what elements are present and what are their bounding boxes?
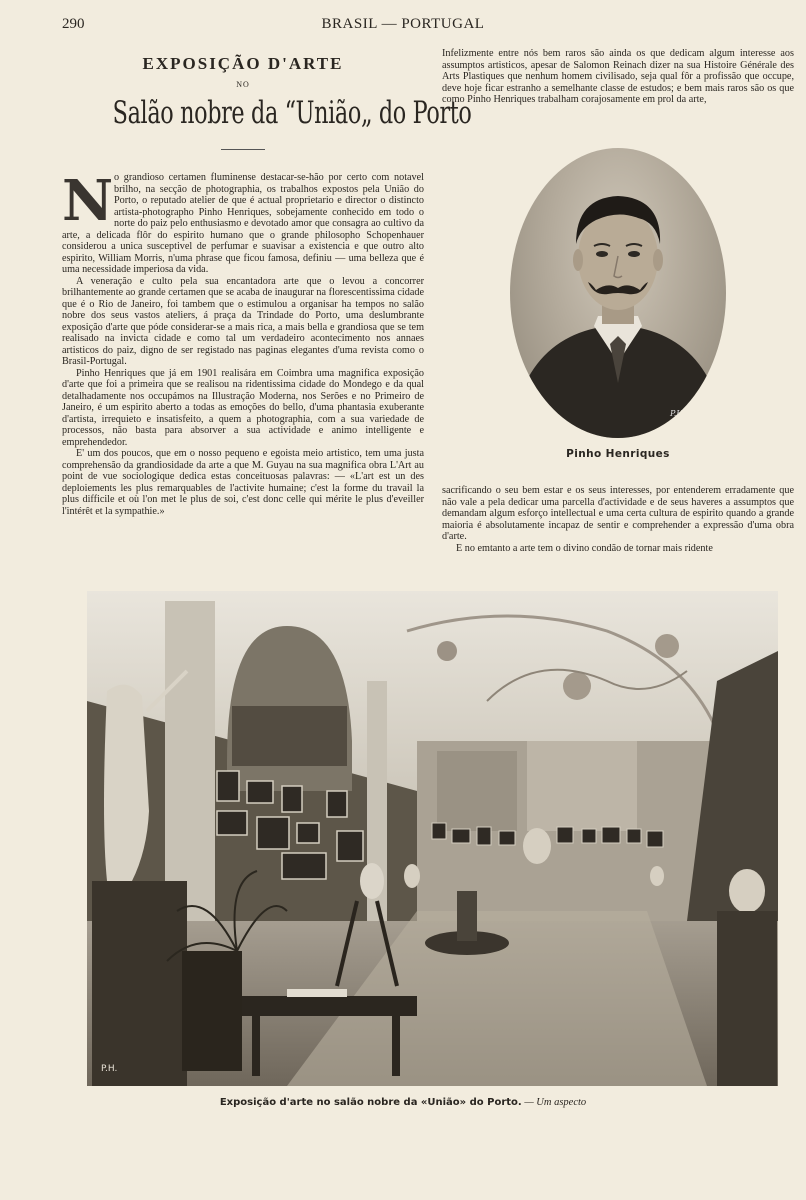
paragraph-1-text: o grandioso certamen fluminense destacar-se-hão por certo com notavel brilho, na secção de photographia, os trabalhos expostos pela União do Porto, o reputado atelier de que é actual proprietario e director o distincto artista-photographo Pinho Henriques, sobejamente conhecido em todo o norte do paiz pelo enthusiasmo e devotado amor que consagra ao cultivo da arte, a delicada flôr do espirito humano que o grande philosopho Schopenhauer considerou a unica susceptivel de perfumar e suavisar a existencia e que outro alto espirito, William Morris, n'uma phrase que ficou famosa, definiu — uma belleza que é uma necessidade imperiosa da vida. <box>62 172 424 275</box>
photo-caption-sub: — Um aspecto <box>524 1097 587 1108</box>
left-body <box>62 168 424 517</box>
photo-caption <box>0 1097 806 1108</box>
portrait-illustration <box>510 148 726 438</box>
paragraph-2: A veneração e culto pela sua encantadora arte que o levou a concorrer brilhantemente ao grande certamen que se acaba de inaugurar na florescentissima cidade que é o Rio de Janeiro, foi tambem que o estimulou a organisar ha tempos no salão nobre dos seus vastos ateliers, á praça da Trindade do Porto, uma deslumbrante exposição d'arte que póde considerar-se a mais rica, a mais bella e grandiosa que se tem realisado na invicta cidade e como tal um verdadeiro acontecimento nos annaes artisticos do paiz, digno de ser registado nas paginas elegantes d'uma revista como o Brasil-Portugal. <box>62 275 424 367</box>
right-column-bottom <box>442 485 794 554</box>
paragraph-1 <box>62 168 424 276</box>
right-paragraph-1: Infelizmente entre nós bem raros são ainda os que dedicam algum interesse aos assumptos artisticos, apesar de Salomon Reinach dizer na sua Histoire Générale des Arts Plastiques que nenhum homem civilisado, seja qual fôr a profissão que occupe, deve hoje ficar estranho a semelhante classe de estudos; e bem mais raros são os que como Pinho Henriques trabalham corajosamente em prol da arte, <box>442 48 794 105</box>
article-kicker: EXPOSIÇÃO D'ARTE <box>142 54 344 73</box>
page-number: 290 <box>62 16 85 32</box>
left-column <box>62 48 472 517</box>
title-divider <box>221 149 265 150</box>
exhibition-hall-photo <box>87 591 778 1086</box>
article-connector: NO <box>236 80 250 89</box>
article-title: Salão nobre da “União„ do Porto <box>112 95 472 131</box>
paragraph-4: E' um dos poucos, que em o nosso pequeno e egoista meio artistico, tem uma justa comprehensão da grandiosidade da arte a que M. Guyau na sua magnifica obra L'Art au point de vue sociologique dedica estas conceituosas palavras: — «L'art est un des deploiements les plus remarquables de l'activite humaine; c'est la forme du travail la plus difficile et où l'on met le plus de soi, c'est donc celle qui mérite le plus d'eveiller l'intérêt et la sympathie.» <box>62 448 424 517</box>
right-paragraph-3: E no emtanto a arte tem o divino condão de tornar mais ridente <box>456 542 713 554</box>
portrait-signature: P.H. 1901 <box>670 409 709 418</box>
dropcap: N <box>62 168 114 234</box>
photo-caption-main: Exposição d'arte no salão nobre da «União» do Porto. <box>219 1097 522 1108</box>
right-paragraph-2: sacrificando o seu bem estar e os seus interesses, por entenderem erradamente que não vale a pela dedicar uma parcella d'actividade e de seus haveres a assumptos que demandam algum esforço intellectual e uma certa cultura de espirito quando a grande maioria é absolutamente incapaz de sentir e comprehender a expressão d'uma obra d'arte. <box>442 485 794 542</box>
right-column-top <box>442 48 794 106</box>
photo-mark: P.H. <box>101 1064 118 1074</box>
portrait-caption: Pinho Henriques <box>566 448 670 460</box>
exhibition-hall-illustration <box>87 591 778 1086</box>
portrait-photo <box>510 148 726 438</box>
portrait-oval <box>510 148 726 438</box>
paragraph-3: Pinho Henriques que já em 1901 realisára em Coimbra uma magnifica exposição d'arte que foi a primeira que se realisou na ridentissima cidade do Mondego e da qual detalhadamente nos occupámos na Illustração Moderna, nos Serões e no Primeiro de Janeiro, é um espirito aberto a todas as emoções do bello, d'uma phantasia exuberante d'artista, irrequieto e insatisfeito, a quem a photographia, com a sua variedade de processos, não basta para absorver a sua actividade e animo intelligente e emprehendedor. <box>62 367 424 448</box>
running-title: BRASIL — PORTUGAL <box>321 16 485 32</box>
